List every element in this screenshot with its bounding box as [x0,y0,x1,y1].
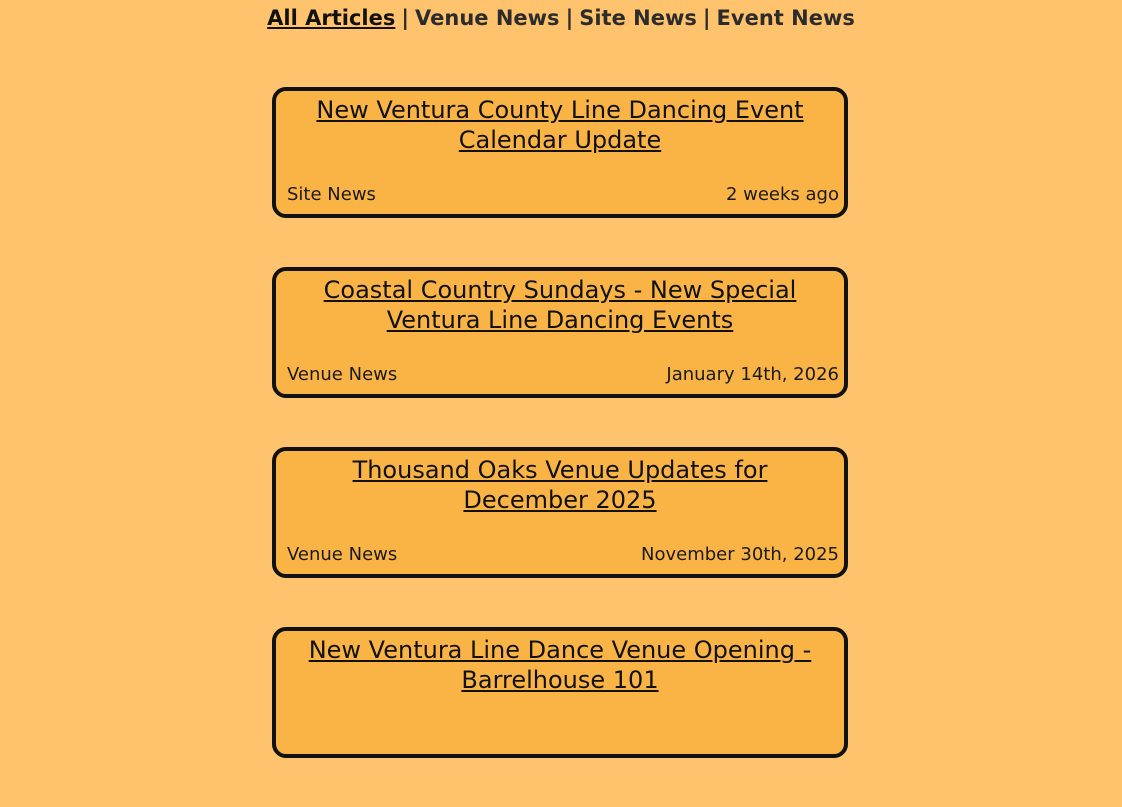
article-date: November 30th, 2025 [641,544,839,565]
filter-venue-news-link[interactable]: Venue News [415,6,560,30]
article-category: Venue News [287,544,398,565]
article-category: Site News [287,184,376,205]
article-title-link[interactable]: New Ventura County Line Dancing Event Calendar Update [316,96,804,154]
article-title-link[interactable]: Coastal Country Sundays - New Special Ventura Line Dancing Events [323,276,797,334]
article-list [272,87,848,807]
article-date: 2 weeks ago [725,184,839,205]
article-card [272,627,848,758]
article-date: January 14th, 2026 [666,364,839,385]
article-title-link[interactable]: New Ventura Line Dance Venue Opening - Barrelhouse 101 [308,636,812,694]
article-card [272,87,848,218]
nav-separator: | [565,6,574,30]
article-title-link[interactable]: Thousand Oaks Venue Updates for December 2025 [352,456,768,514]
filter-all-articles-link[interactable]: All Articles [267,6,396,30]
article-card [272,447,848,578]
article-card [272,267,848,398]
filter-event-news-link[interactable]: Event News [716,6,855,30]
article-category: Venue News [287,364,398,385]
filter-site-news-link[interactable]: Site News [579,6,697,30]
article-filter-nav [0,6,1122,30]
nav-separator: | [401,6,410,30]
nav-separator: | [702,6,711,30]
